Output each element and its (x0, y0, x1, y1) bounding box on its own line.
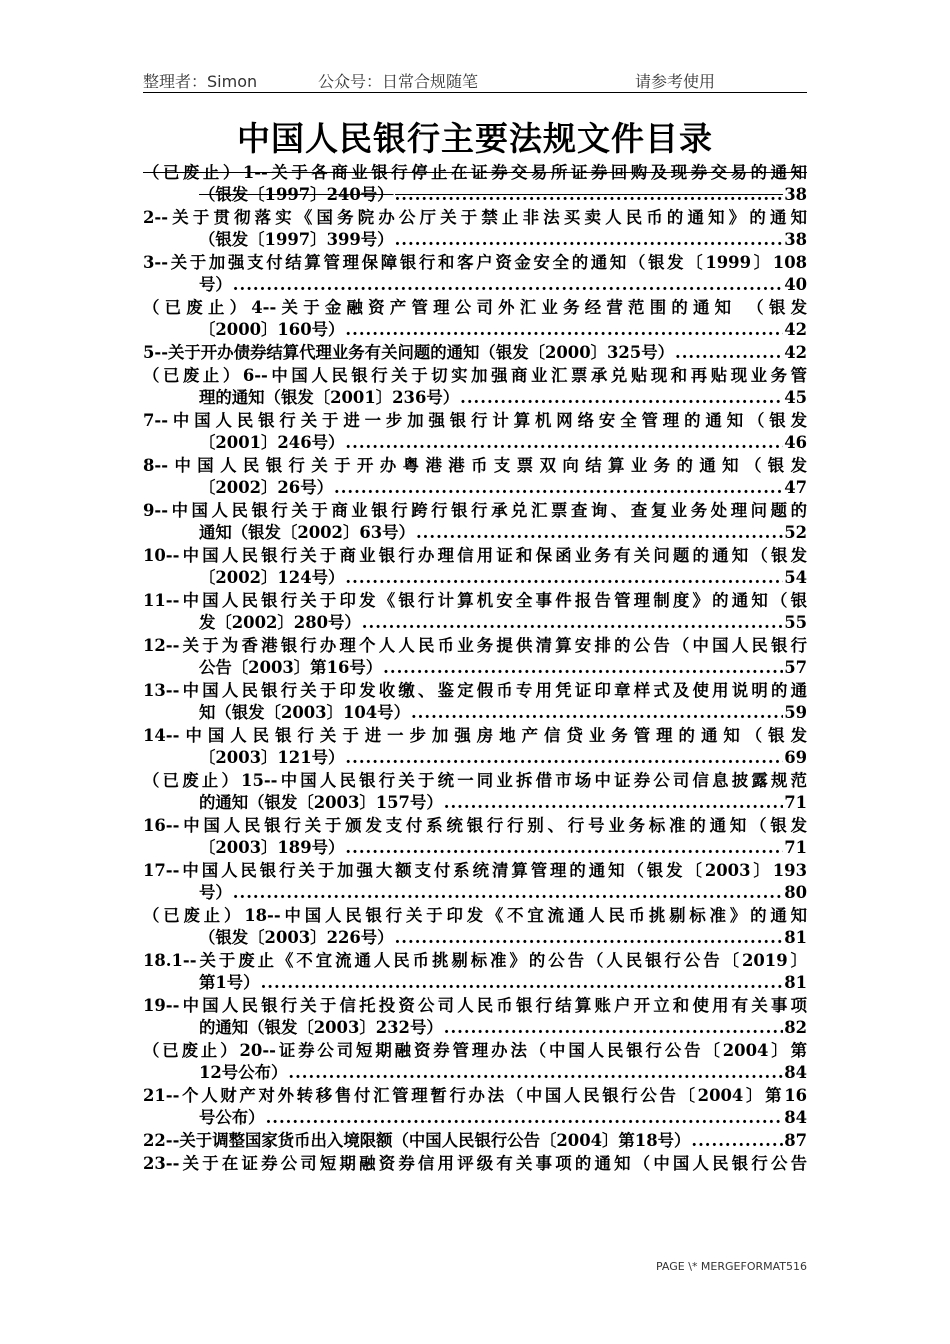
header-note: 请参考使用 (635, 72, 716, 91)
toc-entry[interactable] (143, 1130, 807, 1152)
toc-entry-title: （已废止）6--中国人民银行关于切实加强商业汇票承兑贴现和再贴现业务管 (143, 366, 807, 385)
dot-leader (362, 612, 783, 634)
toc-page-number: 80 (784, 883, 807, 902)
toc-entry-title: 13--中国人民银行关于印发收缴、鉴定假币专用凭证印章样式及使用说明的通 (143, 681, 807, 700)
toc-entry-title-continued: 号） (199, 883, 232, 902)
dot-leader (345, 319, 783, 341)
dot-leader (334, 477, 783, 499)
toc-entry-title-continued: 〔2000〕160号） (199, 320, 345, 339)
toc-entry[interactable] (143, 500, 807, 544)
toc-entry-title: 8--中国人民银行关于开办粤港港币支票双向结算业务的通知（银发 (143, 456, 807, 475)
toc-entry-title-continued: 的通知（银发〔2003〕232号） (199, 1018, 443, 1037)
toc-entry[interactable] (143, 590, 807, 634)
toc-entry-title-continued: 〔2003〕121号） (199, 748, 345, 767)
dot-leader (395, 229, 784, 251)
toc-entry-title: 22--关于调整国家货币出入境限额（中国人民银行公告〔2004〕第18号） (143, 1131, 691, 1150)
toc-entry-title: 5--关于开办债券结算代理业务有关问题的通知（银发〔2000〕325号） (143, 343, 674, 362)
toc-entry-title: （已废止）4--关于金融资产管理公司外汇业务经营范围的通知 （银发 (143, 298, 807, 317)
toc-entry-title: 16--中国人民银行关于颁发支付系统银行行别、行号业务标准的通知（银发 (143, 816, 807, 835)
toc-entry[interactable] (143, 297, 807, 341)
toc-entry-title-continued: 知（银发〔2003〕104号） (199, 703, 410, 722)
toc-page-number: 71 (784, 793, 807, 812)
toc-entry-title: 17--中国人民银行关于加强大额支付系统清算管理的通知（银发〔2003〕193 (143, 861, 807, 880)
toc-page-number: 81 (784, 973, 807, 992)
dot-leader (691, 1130, 783, 1152)
toc-entry-title-continued: 理的通知（银发〔2001〕236号） (199, 388, 460, 407)
dot-leader (266, 1107, 784, 1129)
document-title: 中国人民银行主要法规文件目录 (237, 119, 713, 158)
toc-page-number: 42 (784, 320, 807, 339)
page-footer: PAGE \* MERGEFORMAT516 (656, 1260, 807, 1273)
toc-page-number: 55 (784, 613, 807, 632)
toc-entry-title: 3--关于加强支付结算管理保障银行和客户资金安全的通知（银发〔1999〕108 (143, 253, 807, 272)
toc-page-number: 84 (784, 1063, 807, 1082)
toc-entry-title: 10--中国人民银行关于商业银行办理信用证和保函业务有关问题的通知（银发 (143, 546, 807, 565)
toc-entry[interactable] (143, 455, 807, 499)
toc-entry[interactable] (143, 1153, 807, 1175)
toc-entry[interactable] (143, 860, 807, 904)
toc-entry[interactable] (143, 680, 807, 724)
toc-entry[interactable] (143, 635, 807, 679)
toc-page-number: 40 (784, 275, 807, 294)
toc-page-number: 38 (784, 185, 807, 204)
table-of-contents (143, 162, 807, 1176)
toc-entry[interactable] (143, 995, 807, 1039)
header-organizer: 整理者：Simon (143, 72, 258, 91)
toc-entry[interactable] (143, 950, 807, 994)
toc-entry-title: 11--中国人民银行关于印发《银行计算机安全事件报告管理制度》的通知（银 (143, 591, 807, 610)
dot-leader (233, 274, 783, 296)
dot-leader (411, 702, 783, 724)
dot-leader (345, 567, 783, 589)
toc-entry-title-continued: 〔2001〕246号） (199, 433, 345, 452)
toc-entry[interactable] (143, 770, 807, 814)
toc-entry-title-continued: （银发〔1997〕240号） (199, 185, 394, 204)
dot-leader (416, 522, 783, 544)
toc-entry-title: （已废止）18--中国人民银行关于印发《不宜流通人民币挑剔标准》的通知 (143, 906, 807, 925)
toc-entry-title-continued: （银发〔1997〕399号） (199, 230, 394, 249)
toc-entry-title-continued: （银发〔2003〕226号） (199, 928, 394, 947)
toc-page-number: 84 (784, 1108, 807, 1127)
toc-entry-title-continued: 〔2002〕26号） (199, 478, 333, 497)
dot-leader (345, 747, 783, 769)
toc-entry[interactable] (143, 252, 807, 296)
toc-entry-title-continued: 号公布） (199, 1108, 265, 1127)
toc-entry-title-continued: 〔2002〕124号） (199, 568, 345, 587)
toc-page-number: 81 (784, 928, 807, 947)
toc-entry-title: （已废止）15--中国人民银行关于统一同业拆借市场中证券公司信息披露规范 (143, 771, 807, 790)
toc-entry[interactable] (143, 162, 807, 206)
toc-entry-title: 7--中国人民银行关于进一步加强银行计算机网络安全管理的通知（银发 (143, 411, 807, 430)
dot-leader (444, 792, 783, 814)
toc-page-number: 52 (784, 523, 807, 542)
dot-leader (345, 432, 783, 454)
toc-entry[interactable] (143, 815, 807, 859)
toc-entry[interactable] (143, 725, 807, 769)
toc-entry-title-continued: 第1号） (199, 973, 260, 992)
toc-entry-title: 14--中国人民银行关于进一步加强房地产信贷业务管理的通知（银发 (143, 726, 807, 745)
toc-entry-title: 2--关于贯彻落实《国务院办公厅关于禁止非法买卖人民币的通知》的通知 (143, 208, 807, 227)
toc-entry-title: 9--中国人民银行关于商业银行跨行银行承兑汇票查询、查复业务处理问题的 (143, 501, 807, 520)
toc-entry-title-continued: 的通知（银发〔2003〕157号） (199, 793, 443, 812)
dot-leader (395, 184, 784, 206)
toc-entry-title-continued: 12号公布） (199, 1063, 288, 1082)
toc-page-number: 42 (784, 343, 807, 362)
page-header (143, 66, 807, 93)
dot-leader (675, 342, 783, 364)
toc-entry-title-continued: 公告〔2003〕第16号） (199, 658, 383, 677)
toc-entry-title: 19--中国人民银行关于信托投资公司人民币银行结算账户开立和使用有关事项 (143, 996, 807, 1015)
toc-entry-title-continued: 通知（银发〔2002〕63号） (199, 523, 415, 542)
toc-page-number: 59 (784, 703, 807, 722)
dot-leader (261, 972, 784, 994)
toc-page-number: 71 (784, 838, 807, 857)
toc-page-number: 82 (784, 1018, 807, 1037)
toc-page-number: 45 (784, 388, 807, 407)
dot-leader (345, 837, 783, 859)
toc-entry-title-continued: 〔2003〕189号） (199, 838, 345, 857)
toc-entry-title: （已废止）1--关于各商业银行停止在证券交易所证券回购及现券交易的通知 (143, 163, 807, 182)
toc-page-number: 54 (784, 568, 807, 587)
toc-page-number: 69 (784, 748, 807, 767)
dot-leader (444, 1017, 783, 1039)
dot-leader (288, 1062, 783, 1084)
dot-leader (395, 927, 784, 949)
dot-leader (460, 387, 783, 409)
dot-leader (383, 657, 783, 679)
dot-leader (233, 882, 783, 904)
toc-entry[interactable] (143, 1085, 807, 1129)
toc-entry-title: 18.1--关于废止《不宜流通人民币挑剔标准》的公告（人民银行公告〔2019〕 (143, 951, 807, 970)
toc-page-number: 87 (784, 1131, 807, 1150)
toc-entry[interactable] (143, 545, 807, 589)
toc-entry-title: 21--个人财产对外转移售付汇管理暂行办法（中国人民银行公告〔2004〕第16 (143, 1086, 807, 1105)
toc-entry[interactable] (143, 905, 807, 949)
toc-page-number: 38 (784, 230, 807, 249)
toc-entry-title-continued: 发〔2002〕280号） (199, 613, 361, 632)
toc-entry[interactable] (143, 1040, 807, 1084)
toc-entry[interactable] (143, 342, 807, 364)
toc-entry[interactable] (143, 207, 807, 251)
toc-page-number: 57 (784, 658, 807, 677)
toc-entry[interactable] (143, 410, 807, 454)
toc-entry-title-continued: 号） (199, 275, 232, 294)
toc-entry[interactable] (143, 365, 807, 409)
toc-entry-title: （已废止）20--证券公司短期融资券管理办法（中国人民银行公告〔2004〕第 (143, 1041, 807, 1060)
toc-entry-title: 12--关于为香港银行办理个人人民币业务提供清算安排的公告（中国人民银行 (143, 636, 807, 655)
toc-page-number: 47 (784, 478, 807, 497)
toc-page-number: 46 (784, 433, 807, 452)
header-public-account: 公众号：日常合规随笔 (318, 72, 479, 91)
toc-entry-title: 23--关于在证券公司短期融资券信用评级有关事项的通知（中国人民银行公告 (143, 1154, 807, 1173)
